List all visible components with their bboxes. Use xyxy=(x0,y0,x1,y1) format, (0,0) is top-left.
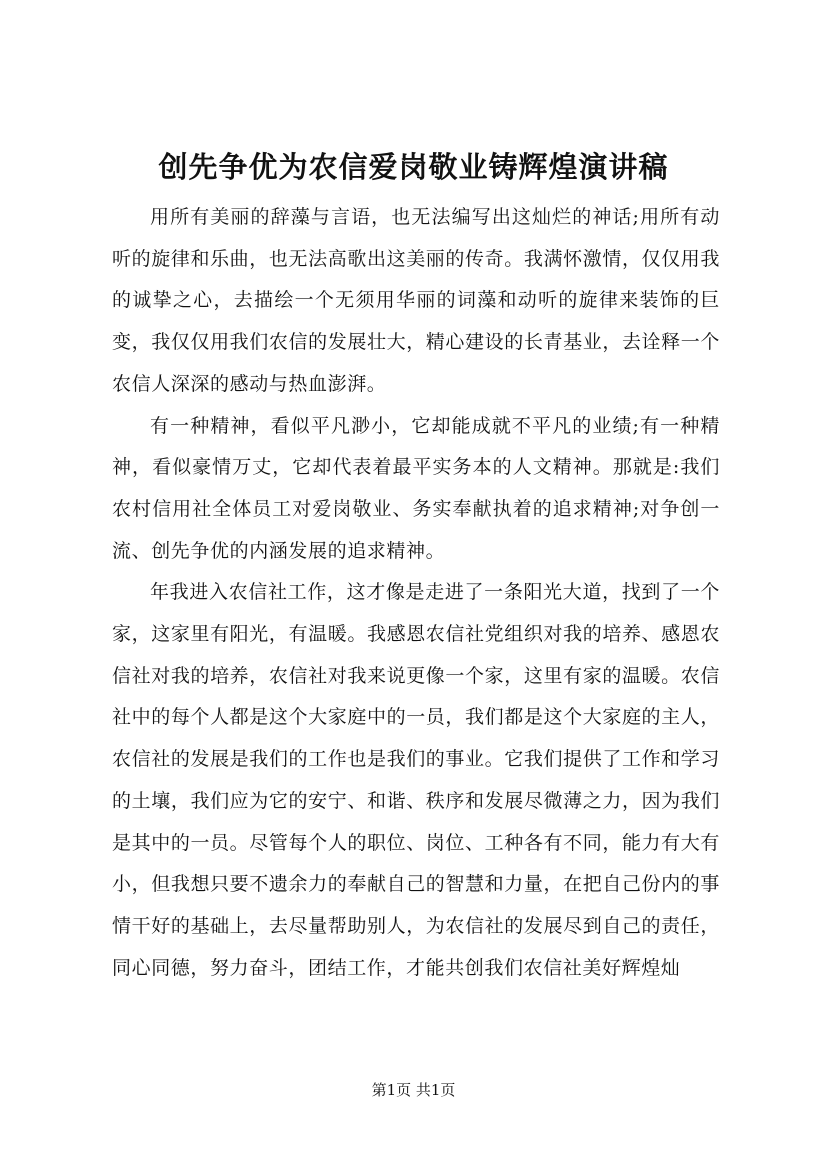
document-title: 创先争优为农信爱岗敬业铸辉煌演讲稿 xyxy=(158,150,669,184)
page-footer: 第1页 共1页 xyxy=(371,1081,456,1099)
paragraph-1: 用所有美丽的辞藻与言语，也无法编写出这灿烂的神话;用所有动听的旋律和乐曲，也无法高歌出这美丽的传奇。我满怀激情，仅仅用我的诚挚之心，去描绘一个无须用华丽的词藻和动听的旋律来装饰的巨变，我仅仅用我们农信的发展壮大，精心建设的长青基业，去诠释一个农信人深深的感动与热血澎湃。 xyxy=(112,206,720,395)
paragraph-3: 年我进入农信社工作，这才像是走进了一条阳光大道，找到了一个家，这家里有阳光，有温暖。我感恩农信社党组织对我的培养、感恩农信社对我的培养，农信社对我来说更像一个家，这里有家的温暖。农信社中的每个人都是这个大家庭中的一员，我们都是这个大家庭的主人，农信社的发展是我们的工作也是我们的事业。它我们提供了工作和学习的土壤，我们应为它的安宁、和谐、秩序和发展尽微薄之力，因为我们是其中的一员。尽管每个人的职位、岗位、工种各有不同，能力有大有小，但我想只要不遗余力的奉献自己的智慧和力量，在把自己份内的事情干好的基础上，去尽量帮助别人，为农信社的发展尽到自己的责任，同心同德，努力奋斗，团结工作，才能共创我们农信社美好辉煌灿 xyxy=(112,581,720,979)
document-body xyxy=(112,197,720,989)
paragraph-2: 有一种精神，看似平凡渺小，它却能成就不平凡的业绩;有一种精神，看似豪情万丈，它却代表着最平实务本的人文精神。那就是:我们农村信用社全体员工对爱岗敬业、务实奉献执着的追求精神;对争创一流、创先争优的内涵发展的追求精神。 xyxy=(112,414,720,562)
